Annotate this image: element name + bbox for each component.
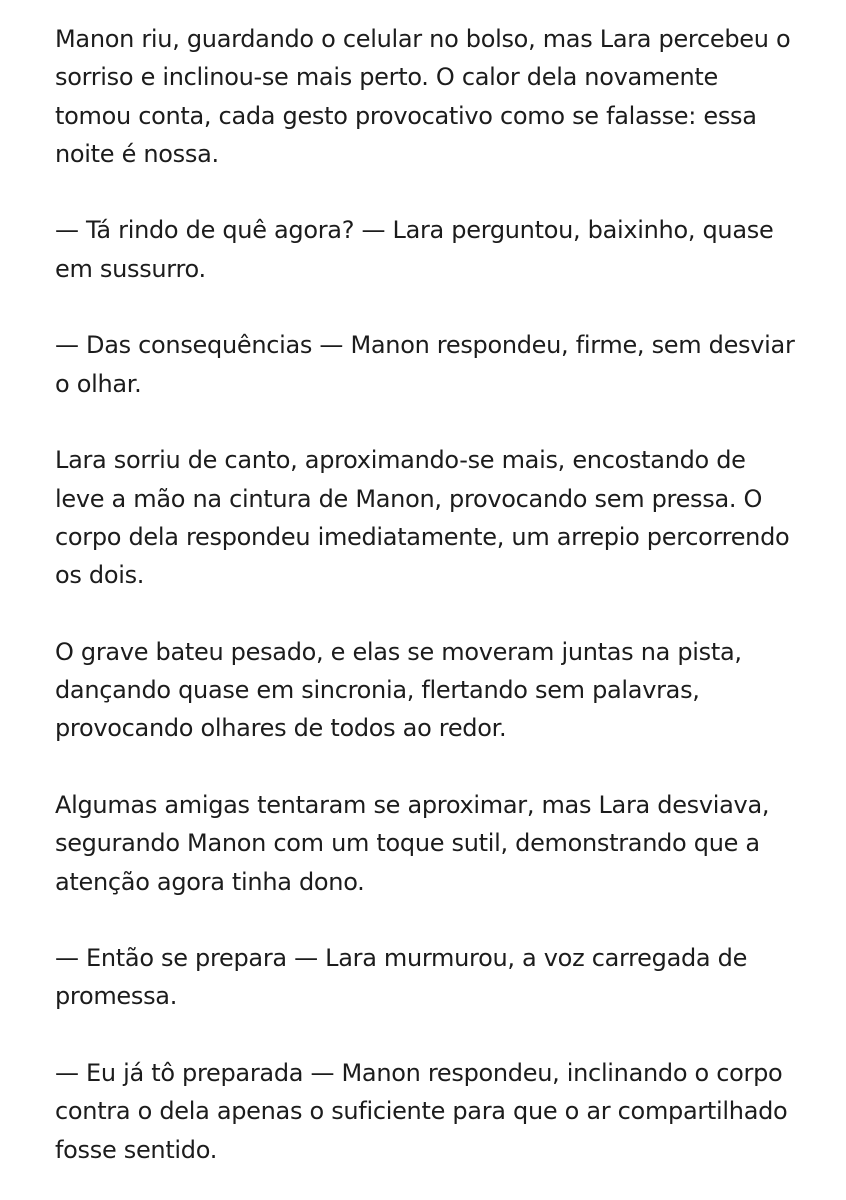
paragraph: Manon riu, guardando o celular no bolso, mas Lara percebeu o sorriso e inclinou-se mais perto. O calor dela novamente tomou conta, cada gesto provocativo como se falasse: essa noite é nossa.	[55, 25, 791, 168]
paragraph: Lara sorriu de canto, aproximando-se mais, encostando de leve a mão na cintura de Manon, provocando sem pressa. O corpo dela respondeu imediatamente, um arrepio percorrendo os dois.	[55, 446, 790, 590]
dialogue-line: — Eu já tô preparada — Manon respondeu, inclinando o corpo contra o dela apenas o suficiente para que o ar compartilhado fosse sentido.	[55, 1059, 788, 1164]
dialogue-line: — Então se prepara — Lara murmurou, a voz carregada de promessa.	[55, 944, 748, 1011]
story-text	[55, 20, 795, 1169]
paragraph: Algumas amigas tentaram se aproximar, mas Lara desviava, segurando Manon com um toque sutil, demonstrando que a atenção agora tinha dono.	[55, 790, 770, 896]
dialogue-line: — Tá rindo de quê agora? — Lara perguntou, baixinho, quase em sussurro.	[55, 216, 774, 283]
dialogue-line: — Das consequências — Manon respondeu, firme, sem desviar o olhar.	[55, 331, 795, 398]
paragraph: O grave bateu pesado, e elas se moveram juntas na pista, dançando quase em sincronia, flertando sem palavras, provocando olhares de todos ao redor.	[55, 637, 742, 743]
